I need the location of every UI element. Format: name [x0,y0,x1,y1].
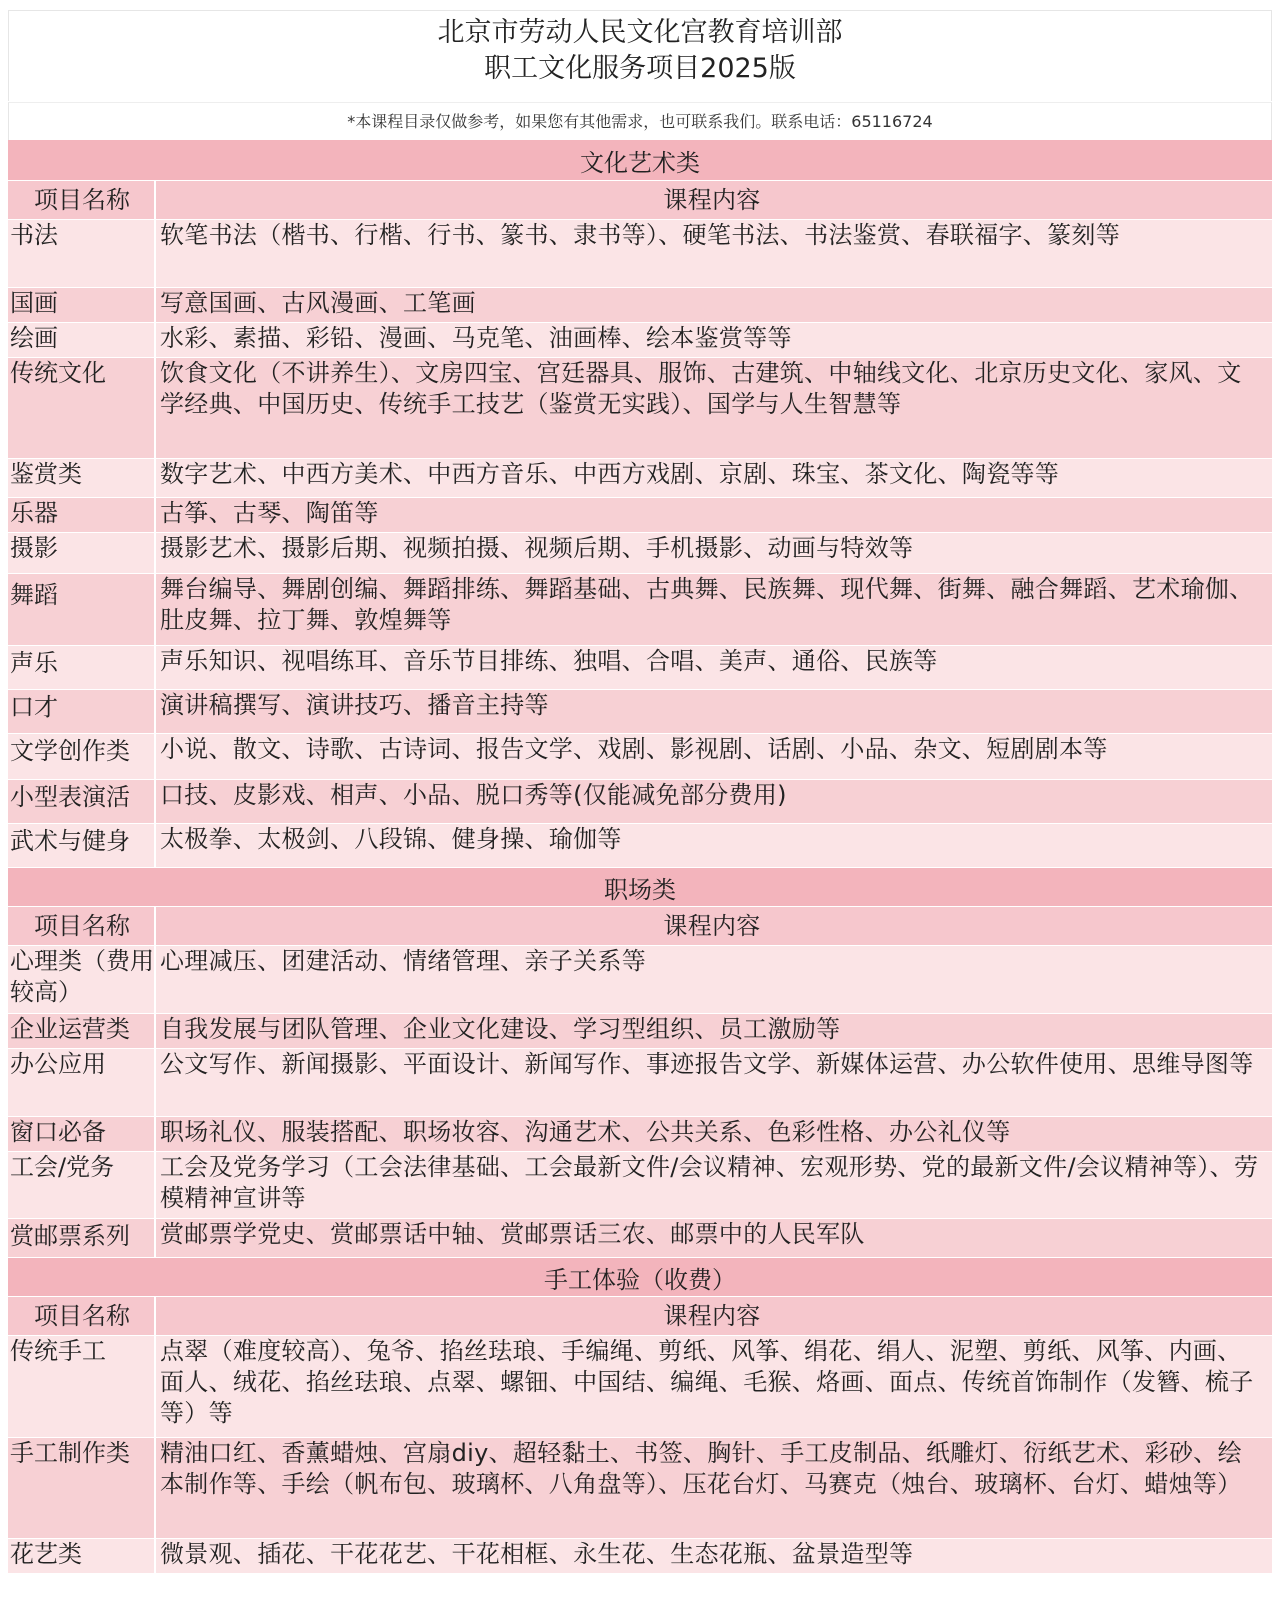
column-header-name: 项目名称 [8,1297,156,1335]
item-name: 摄影 [8,533,156,573]
item-name: 文学创作类 [8,734,156,779]
item-name: 企业运营类 [8,1014,156,1048]
item-content: 声乐知识、视唱练耳、音乐节目排练、独唱、合唱、美声、通俗、民族等 [160,647,938,675]
item-content: 小说、散文、诗歌、古诗词、报告文学、戏剧、影视剧、话剧、小品、杂文、短剧剧本等 [160,735,1108,763]
item-content: 舞台编导、舞剧创编、舞蹈排练、舞蹈基础、古典舞、民族舞、现代舞、街舞、融合舞蹈、艺术瑜伽、肚皮舞、拉丁舞、敦煌舞等 [160,575,1254,634]
column-header-row [8,181,1272,220]
item-name: 办公应用 [8,1049,156,1116]
course-table [8,140,1272,1574]
table-row [8,220,1272,288]
table-row [8,533,1272,574]
table-row [8,574,1272,646]
table-row [8,690,1272,734]
table-row [8,1117,1272,1152]
item-content: 微景观、插花、干花花艺、干花相框、永生花、生态花瓶、盆景造型等 [160,1540,914,1568]
item-name: 传统文化 [8,358,156,458]
item-name: 心理类（费用较高） [8,946,156,1013]
table-row [8,1336,1272,1438]
item-name: 工会/党务 [8,1152,156,1218]
section-title-row [8,868,1272,907]
table-row [8,1152,1272,1219]
column-header-name: 项目名称 [8,907,156,945]
item-content: 水彩、素描、彩铅、漫画、马克笔、油画棒、绘本鉴赏等等 [160,324,792,352]
table-row [8,946,1272,1014]
item-content: 饮食文化（不讲养生）、文房四宝、宫廷器具、服饰、古建筑、中轴线文化、北京历史文化、家风、文学经典、中国历史、传统手工技艺（鉴赏无实践）、国学与人生智慧等 [160,359,1242,418]
section-title-row [8,140,1272,181]
section-title: 职场类 [604,875,676,904]
table-row [8,1014,1272,1049]
item-name: 窗口必备 [8,1117,156,1151]
item-name: 赏邮票系列 [8,1219,156,1257]
table-row [8,459,1272,498]
item-name: 国画 [8,288,156,322]
item-content: 演讲稿撰写、演讲技巧、播音主持等 [160,691,549,719]
table-row [8,288,1272,323]
contact-note: *本课程目录仅做参考，如果您有其他需求，也可联系我们。联系电话：65116724 [8,102,1272,142]
table-row [8,824,1272,868]
column-header-name: 项目名称 [8,181,156,219]
column-header-content: 课程内容 [663,186,761,214]
document-header [8,10,1272,101]
item-content: 赏邮票学党史、赏邮票话中轴、赏邮票话三农、邮票中的人民军队 [160,1220,865,1248]
column-header-row [8,1297,1272,1336]
table-row [8,780,1272,824]
section-title: 文化艺术类 [580,148,700,177]
item-name: 书法 [8,220,156,287]
section-title-row [8,1258,1272,1297]
column-header-row [8,907,1272,946]
item-content: 点翠（难度较高）、兔爷、掐丝珐琅、手编绳、剪纸、风筝、绢花、绢人、泥塑、剪纸、风筝、内画、面人、绒花、掐丝珐琅、点翠、螺钿、中国结、编绳、毛猴、烙画、面点、传统首饰制作（发簪、梳子等）等 [160,1337,1254,1427]
item-content: 太极拳、太极剑、八段锦、健身操、瑜伽等 [160,825,622,853]
item-content: 公文写作、新闻摄影、平面设计、新闻写作、事迹报告文学、新媒体运营、办公软件使用、思维导图等 [160,1050,1254,1078]
page-title: 北京市劳动人民文化宫教育培训部 [437,17,843,48]
item-content: 写意国画、古风漫画、工笔画 [160,289,476,317]
item-name: 声乐 [8,646,156,689]
table-row [8,1438,1272,1539]
table-row [8,1219,1272,1258]
section-title: 手工体验（收费） [544,1265,736,1294]
item-content: 摄影艺术、摄影后期、视频拍摄、视频后期、手机摄影、动画与特效等 [160,534,914,562]
item-name: 花艺类 [8,1539,156,1573]
page-subtitle: 职工文化服务项目2025版 [484,53,796,84]
table-row [8,734,1272,780]
item-content: 古筝、古琴、陶笛等 [160,499,379,527]
item-name: 手工制作类 [8,1438,156,1538]
item-name: 乐器 [8,498,156,532]
item-content: 软笔书法（楷书、行楷、行书、篆书、隶书等）、硬笔书法、书法鉴赏、春联福字、篆刻等 [160,221,1120,249]
item-content: 自我发展与团队管理、企业文化建设、学习型组织、员工激励等 [160,1015,841,1043]
item-name: 小型表演活 [8,780,156,823]
item-name: 口才 [8,690,156,733]
column-header-content: 课程内容 [663,912,761,940]
table-row [8,646,1272,690]
table-row [8,323,1272,358]
item-content: 数字艺术、中西方美术、中西方音乐、中西方戏剧、京剧、珠宝、茶文化、陶瓷等等 [160,460,1060,488]
item-content: 心理减压、团建活动、情绪管理、亲子关系等 [160,947,646,975]
item-content: 口技、皮影戏、相声、小品、脱口秀等(仅能减免部分费用) [160,781,787,809]
table-row [8,1049,1272,1117]
item-name: 舞蹈 [8,574,156,645]
table-row [8,358,1272,459]
column-header-content: 课程内容 [663,1302,761,1330]
item-content: 精油口红、香薰蜡烛、宫扇diy、超轻黏土、书签、胸针、手工皮制品、纸雕灯、衍纸艺术、彩砂、绘本制作等、手绘（帆布包、玻璃杯、八角盘等）、压花台灯、马赛克（烛台、玻璃杯、台灯、蜡烛等） [160,1439,1242,1498]
item-name: 鉴赏类 [8,459,156,497]
table-row [8,1539,1272,1574]
item-name: 传统手工 [8,1336,156,1437]
table-row [8,498,1272,533]
item-content: 职场礼仪、服装搭配、职场妆容、沟通艺术、公共关系、色彩性格、办公礼仪等 [160,1118,1011,1146]
item-content: 工会及党务学习（工会法律基础、工会最新文件/会议精神、宏观形势、党的最新文件/会议精神等）、劳模精神宣讲等 [160,1153,1259,1212]
item-name: 绘画 [8,323,156,357]
item-name: 武术与健身 [8,824,156,867]
